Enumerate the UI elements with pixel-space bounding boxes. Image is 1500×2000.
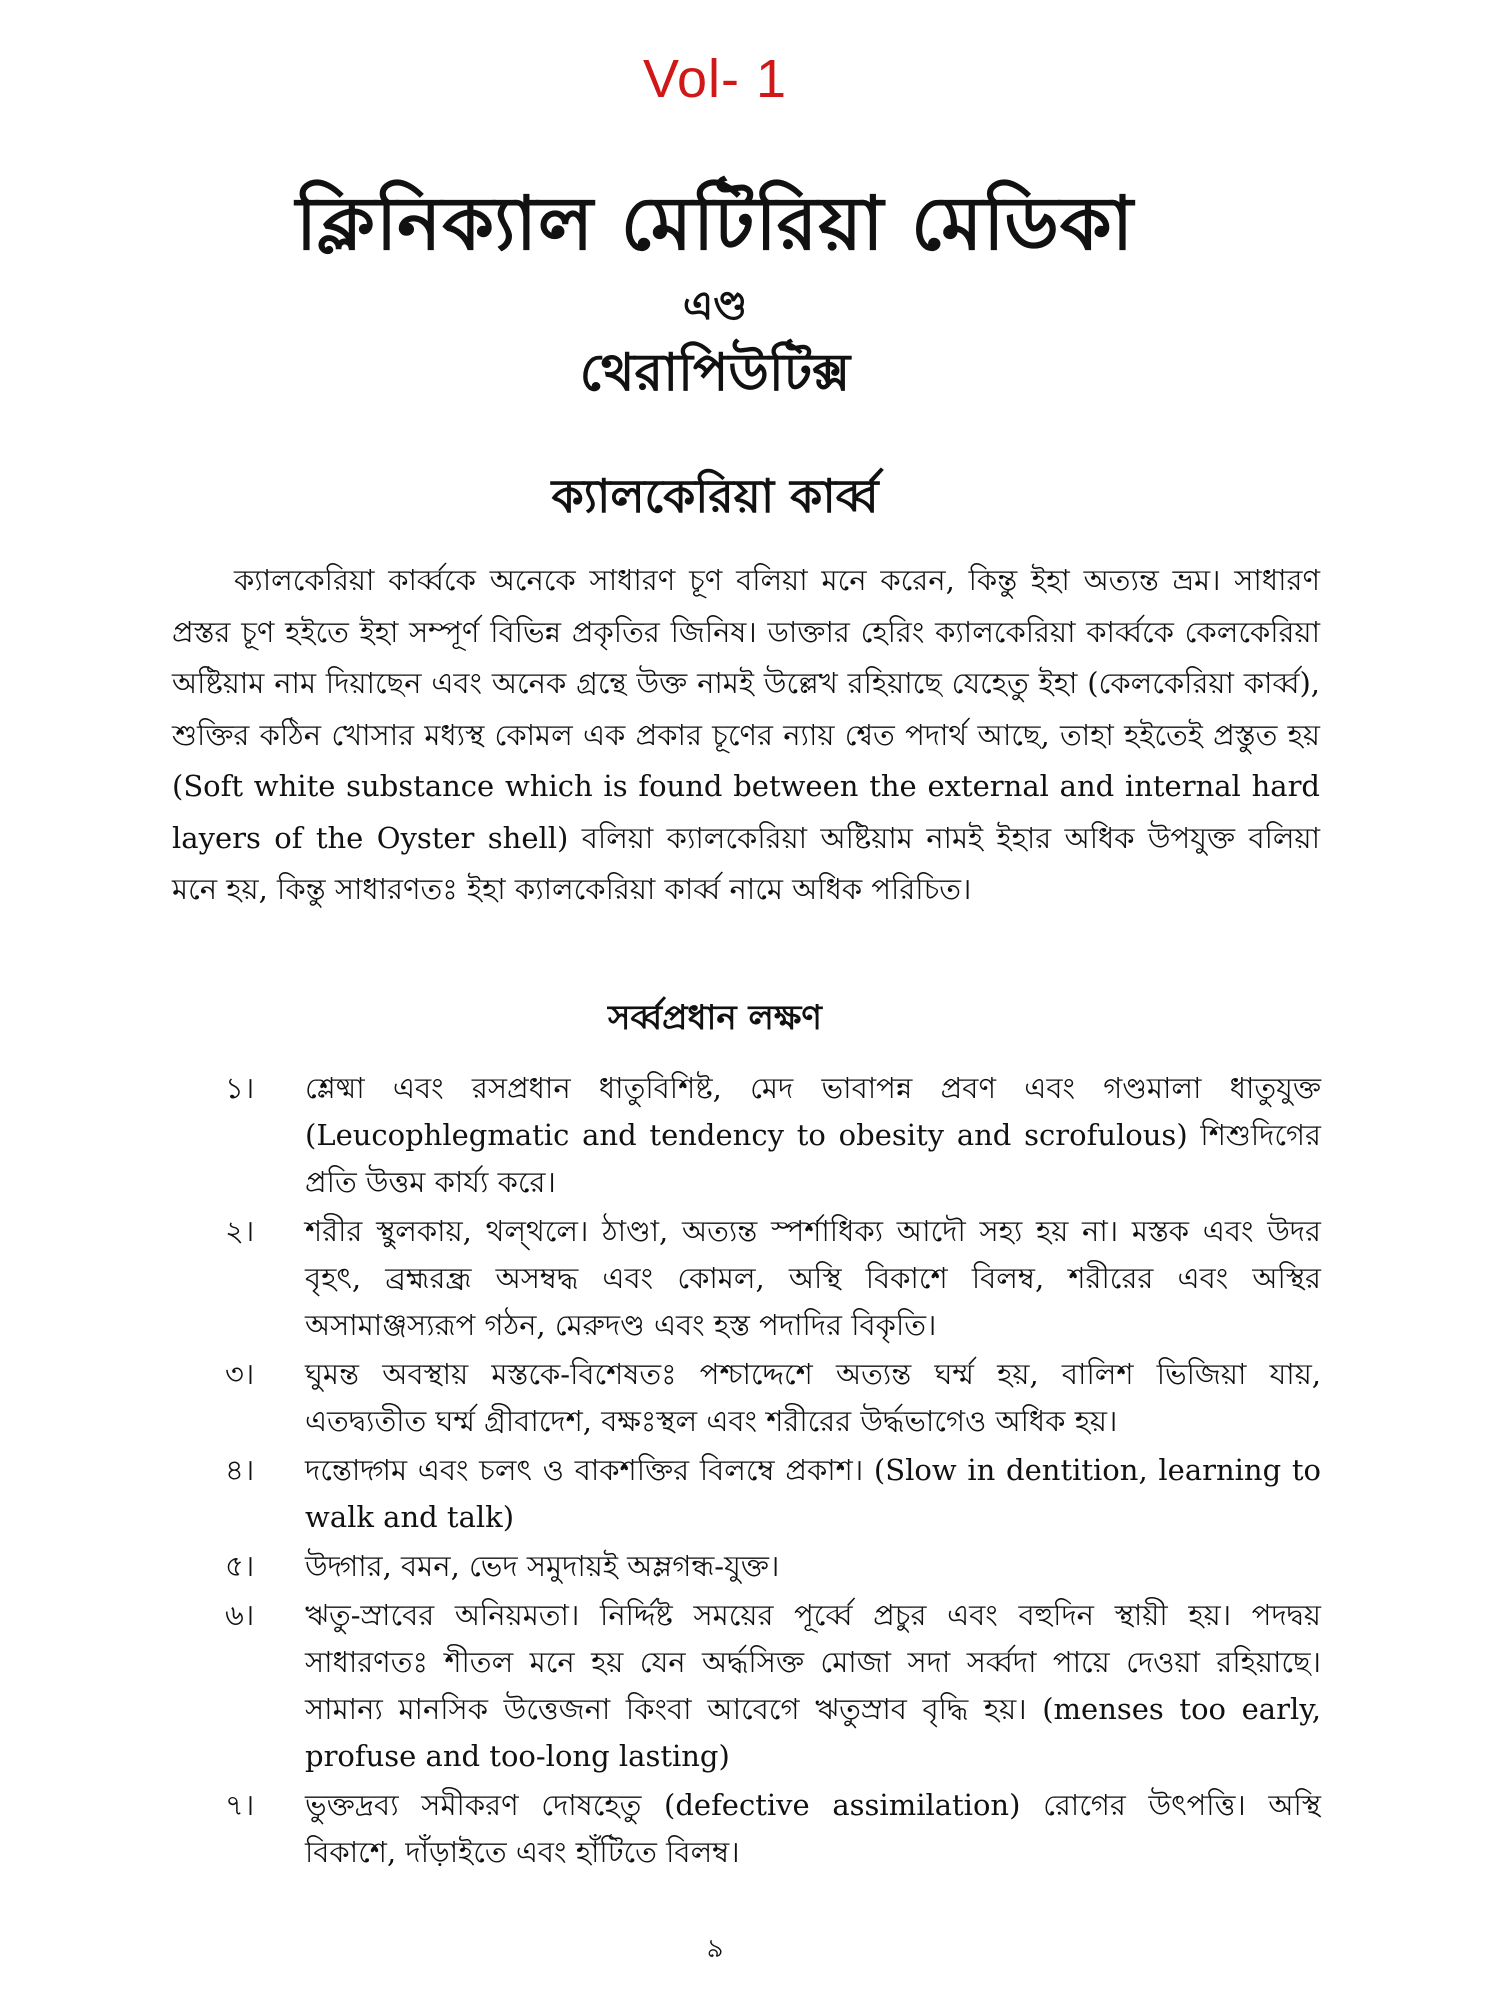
title-and-word: এণ্ড xyxy=(682,282,748,329)
page-number: ৯ xyxy=(706,1934,724,1964)
item-number: ৩। xyxy=(225,1357,255,1391)
list-item xyxy=(225,1592,1321,1780)
list-item xyxy=(225,1208,1321,1349)
item-number: ৫। xyxy=(225,1549,255,1583)
item-text: শরীর স্থুলকায়, থল্‌থলে। ঠাণ্ডা, অত্যন্ত স্পর্শাধিক্য আদৌ সহ্য হয় না। মস্তক এবং উদর বৃহৎ, ব্রহ্মরন্ধ্র অসম্বদ্ধ এবং কোমল, অস্থি বিকাশে বিলম্ব, শরীরের এবং অস্থির অসামাঞ্জস্যরূপ গঠন, মেরুদণ্ড এবং হস্ত পদাদির বিকৃতি। xyxy=(305,1214,1321,1342)
book-title: ক্লিনিক্যাল মেটিরিয়া মেডিকা xyxy=(295,181,1135,267)
list-item xyxy=(225,1447,1321,1541)
item-text: ঋতু-স্রাবের অনিয়মতা। নির্দ্দিষ্ট সময়ের পূর্ব্বে প্রচুর এবং বহুদিন স্থায়ী হয়। পদদ্বয় সাধারণতঃ শীতল মনে হয় যেন অর্দ্ধসিক্ত মোজা সদা সর্ব্বদা পায়ে দেওয়া রহিয়াছে। সামান্য মানসিক উত্তেজনা কিংবা আবেগে ঋতুস্রাব বৃদ্ধি হয়। (menses too early, profuse and too-long lasting) xyxy=(305,1598,1321,1773)
list-item xyxy=(225,1543,1321,1590)
list-item xyxy=(225,1782,1321,1876)
section-heading: সর্ব্বপ্রধান লক্ষণ xyxy=(608,998,822,1038)
intro-paragraph: ক্যালকেরিয়া কার্ব্বকে অনেকে সাধারণ চূণ বলিয়া মনে করেন, কিন্তু ইহা অত্যন্ত ভ্রম। সাধারণ প্রস্তর চূণ হইতে ইহা সম্পূর্ণ বিভিন্ন প্রকৃতির জিনিষ। ডাক্তার হেরিং ক্যালকেরিয়া কার্ব্বকে কেলকেরিয়া অষ্টিয়াম নাম দিয়াছেন এবং অনেক গ্রন্থে উক্ত নামই উল্লেখ রহিয়াছে যেহেতু ইহা (কেলকেরিয়া কার্ব্ব), শুক্তির কঠিন খোসার মধ্যস্থ কোমল এক প্রকার চূণের ন্যায় শ্বেত পদার্থ আছে, তাহা হইতেই প্রস্তুত হয় (Soft white substance which is found between the external and internal hard layers of the Oyster shell) বলিয়া ক্যালকেরিয়া অষ্টিয়াম নামই ইহার অধিক উপযুক্ত বলিয়া মনে হয়, কিন্তু সাধারণতঃ ইহা ক্যালকেরিয়া কার্ব্ব নামে অধিক পরিচিত। xyxy=(172,563,1320,906)
item-number: ২। xyxy=(225,1214,255,1248)
symptom-list xyxy=(225,1065,1321,1878)
item-text: উদ্গার, বমন, ভেদ সমুদায়ই অম্লগন্ধ-যুক্ত। xyxy=(305,1549,780,1583)
item-text: ভুক্তদ্রব্য সমীকরণ দোষহেতু (defective assimilation) রোগের উৎপত্তি। অস্থি বিকাশে, দাঁড়াইতে এবং হাঁটিতে বিলম্ব। xyxy=(305,1788,1321,1869)
list-item xyxy=(225,1065,1321,1206)
item-number: ৬। xyxy=(225,1598,255,1632)
item-number: ৪। xyxy=(225,1453,255,1487)
chapter-heading: ক্যালকেরিয়া কার্ব্ব xyxy=(551,469,879,523)
item-number: ৭। xyxy=(225,1788,255,1822)
item-number: ১। xyxy=(225,1071,255,1105)
item-text: ঘুমন্ত অবস্থায় মস্তকে-বিশেষতঃ পশ্চাদ্দেশে অত্যন্ত ঘর্ম্ম হয়, বালিশ ভিজিয়া যায়, এতদ্ব্যতীত ঘর্ম্ম গ্রীবাদেশ, বক্ষঃস্থল এবং শরীরের উর্দ্ধভাগেও অধিক হয়। xyxy=(305,1357,1321,1438)
list-item xyxy=(225,1351,1321,1445)
item-text: দন্তোদ্গম এবং চলৎ ও বাকশক্তির বিলম্বে প্রকাশ। (Slow in dentition, learning to walk and talk) xyxy=(305,1453,1321,1534)
book-subtitle: থেরাপিউটিক্স xyxy=(579,342,851,403)
item-text: শ্লেষ্মা এবং রসপ্রধান ধাতুবিশিষ্ট, মেদ ভাবাপন্ন প্রবণ এবং গণ্ডমালা ধাতুযুক্ত (Leucophlegmatic and tendency to obesity and scrofulous) শিশুদিগের প্রতি উত্তম কার্য্য করে। xyxy=(305,1071,1321,1199)
volume-label: Vol- 1 xyxy=(642,49,788,109)
